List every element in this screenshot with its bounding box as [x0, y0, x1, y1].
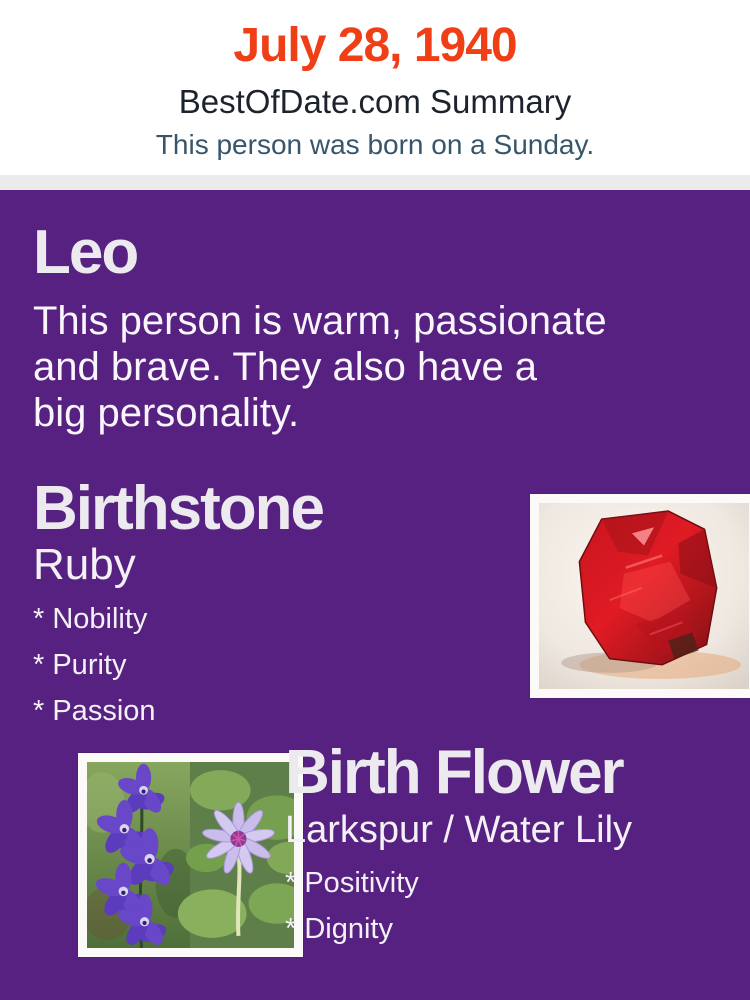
- birth-flower-title: Birth Flower: [285, 738, 623, 807]
- birth-flower-section: [285, 738, 633, 945]
- ruby-crystal-image: [539, 503, 749, 689]
- birthstone-title: Birthstone: [33, 474, 323, 543]
- page-title-date: July 28, 1940: [233, 19, 517, 72]
- birthstone-trait: * Passion: [33, 695, 156, 727]
- birth-flower-trait: * Dignity: [285, 913, 393, 945]
- zodiac-description-line: This person is warm, passionate: [33, 299, 607, 343]
- ruby-photo: [530, 494, 750, 698]
- zodiac-description-line: and brave. They also have a: [33, 345, 538, 389]
- birthstone-name: Ruby: [33, 540, 136, 589]
- zodiac-section: [0, 190, 750, 436]
- main-panel: [0, 190, 750, 1000]
- flower-photo: [78, 753, 303, 957]
- weekday-note: This person was born on a Sunday.: [155, 128, 595, 160]
- zodiac-description: [33, 298, 717, 436]
- zodiac-sign-name: Leo: [33, 218, 138, 287]
- site-summary-title: BestOfDate.com Summary: [178, 83, 572, 120]
- header-divider: [0, 175, 750, 190]
- larkspur-water-lily-image: [87, 762, 294, 948]
- zodiac-description-line: big personality.: [33, 391, 300, 435]
- birthstone-trait: * Nobility: [33, 603, 148, 635]
- birth-flower-name: Larkspur / Water Lily: [285, 809, 633, 851]
- birthstone-trait: * Purity: [33, 649, 127, 681]
- birth-flower-trait: * Positivity: [285, 867, 419, 899]
- header: [0, 0, 750, 164]
